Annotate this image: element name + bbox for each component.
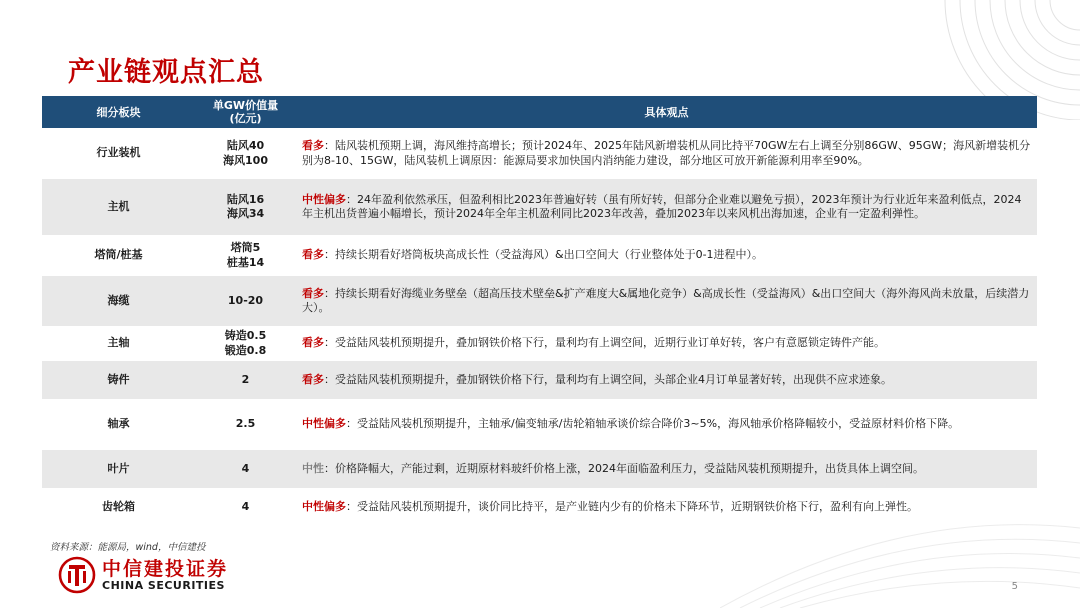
value-cell: 4 [241, 499, 250, 513]
value-cell: 4 [195, 450, 296, 488]
value-cell: 陆风40 海风100 [223, 139, 268, 167]
stance-tag: 中性偏多 [302, 417, 346, 431]
view-text: ：受益陆风装机预期提升，主轴承/偏变轴承/齿轮箱轴承谈价综合降价3~5%，海风轴承价格降幅较小，受益原材料价格下降。 [346, 417, 960, 431]
table-row [42, 128, 1037, 179]
stance-tag: 中性 [302, 461, 324, 475]
view-cell [296, 128, 1037, 179]
view-cell [296, 326, 1037, 361]
value-cell: 2.5 [235, 417, 256, 431]
view-text: ：持续长期看好海缆业务壁垒（超高压技术壁垒&扩产难度大&属地化竞争）&高成长性（受益海风）&出口空间大（海外海风尚未放量，后续潜力大）。 [302, 286, 1030, 314]
view-cell [296, 399, 1037, 450]
segment-cell: 塔筒/桩基 [94, 248, 143, 262]
view-cell [296, 361, 1037, 399]
table-row [42, 179, 1037, 235]
stance-tag: 看多 [302, 336, 324, 350]
view-text: ：价格降幅大，产能过剩，近期原材料玻纤价格上涨，2024年面临盈利压力，受益陆风装机预期提升，出货具体上调空间。 [324, 461, 924, 475]
view-cell [296, 488, 1037, 526]
table-header-row [42, 96, 1037, 128]
view-text: ：受益陆风装机预期提升，谈价同比持平，是产业链内少有的价格未下降环节，近期钢铁价格下行，盈利有向上弹性。 [346, 499, 918, 513]
view-cell [296, 450, 1037, 488]
table-row [42, 235, 1037, 276]
header-view: 具体观点 [296, 96, 1037, 128]
segment-cell: 海缆 [42, 276, 195, 326]
table-row [42, 276, 1037, 326]
view-cell [296, 235, 1037, 276]
stance-tag: 中性偏多 [302, 192, 346, 206]
view-text: ：持续长期看好塔筒板块高成长性（受益海风）&出口空间大（行业整体处于0-1进程中）。 [324, 248, 764, 262]
header-value: 单GW价值量 (亿元) [195, 96, 296, 128]
page-number: 5 [1011, 581, 1018, 592]
company-logo [58, 556, 228, 594]
logo-name-cn: 中信建投证券 [102, 558, 229, 580]
segment-cell: 叶片 [42, 450, 195, 488]
segment-cell: 轴承 [107, 417, 130, 431]
stance-tag: 看多 [302, 248, 324, 262]
stance-tag: 看多 [302, 139, 324, 152]
view-text: ：24年盈利依然承压，但盈利相比2023年普遍好转（虽有所好转，但部分企业难以避免亏损），2023年预计为行业近年来盈利低点，2024年主机出货普遍小幅增长，预计2024年全年主机盈利同比2023年改善，叠加2023年以来风机出海加速，企业有一定盈利弹性。 [302, 192, 1022, 220]
page-title: 产业链观点汇总 [68, 57, 264, 88]
value-cell: 塔筒5 桩基14 [226, 241, 265, 269]
segment-cell: 行业装机 [96, 146, 141, 160]
view-text: ：陆风装机预期上调，海风维持高增长；预计2024年、2025年陆风新增装机从同比持平70GW左右上调至分别86GW、95GW；海风新增装机分别为8-10、15GW，陆风装机上调原因：能源局要求加快国内消纳能力建设，部分地区可放开新能源利用率至90%。 [302, 139, 1031, 167]
value-cell: 铸造0.5 锻造0.8 [224, 329, 267, 357]
value-cell: 2 [195, 361, 296, 399]
view-text: ：受益陆风装机预期提升，叠加钢铁价格下行，量利均有上调空间，头部企业4月订单显著好转，出现供不应求迹象。 [324, 372, 892, 386]
table-row [42, 450, 1037, 488]
table-row [42, 399, 1037, 450]
segment-cell: 主机 [42, 179, 195, 235]
header-segment: 细分板块 [42, 96, 195, 128]
logo-name-en: CHINA SECURITIES [102, 579, 225, 592]
view-cell [296, 179, 1037, 235]
citic-logo-icon [58, 556, 96, 594]
table-row [42, 361, 1037, 399]
stance-tag: 中性偏多 [302, 499, 346, 513]
view-text: ：受益陆风装机预期提升，叠加钢铁价格下行，量利均有上调空间，近期行业订单好转，客户有意愿锁定铸件产能。 [324, 336, 885, 350]
source-note: 资料来源：能源局，wind，中信建投 [50, 542, 206, 553]
value-cell: 10-20 [195, 276, 296, 326]
view-cell [296, 276, 1037, 326]
value-cell: 陆风16 海风34 [195, 179, 296, 235]
table-row [42, 488, 1037, 526]
table-row [42, 326, 1037, 361]
segment-cell: 齿轮箱 [102, 499, 135, 513]
segment-cell: 主轴 [107, 336, 130, 350]
stance-tag: 看多 [302, 372, 324, 386]
industry-chain-table [42, 96, 1037, 526]
segment-cell: 铸件 [42, 361, 195, 399]
stance-tag: 看多 [302, 286, 324, 300]
